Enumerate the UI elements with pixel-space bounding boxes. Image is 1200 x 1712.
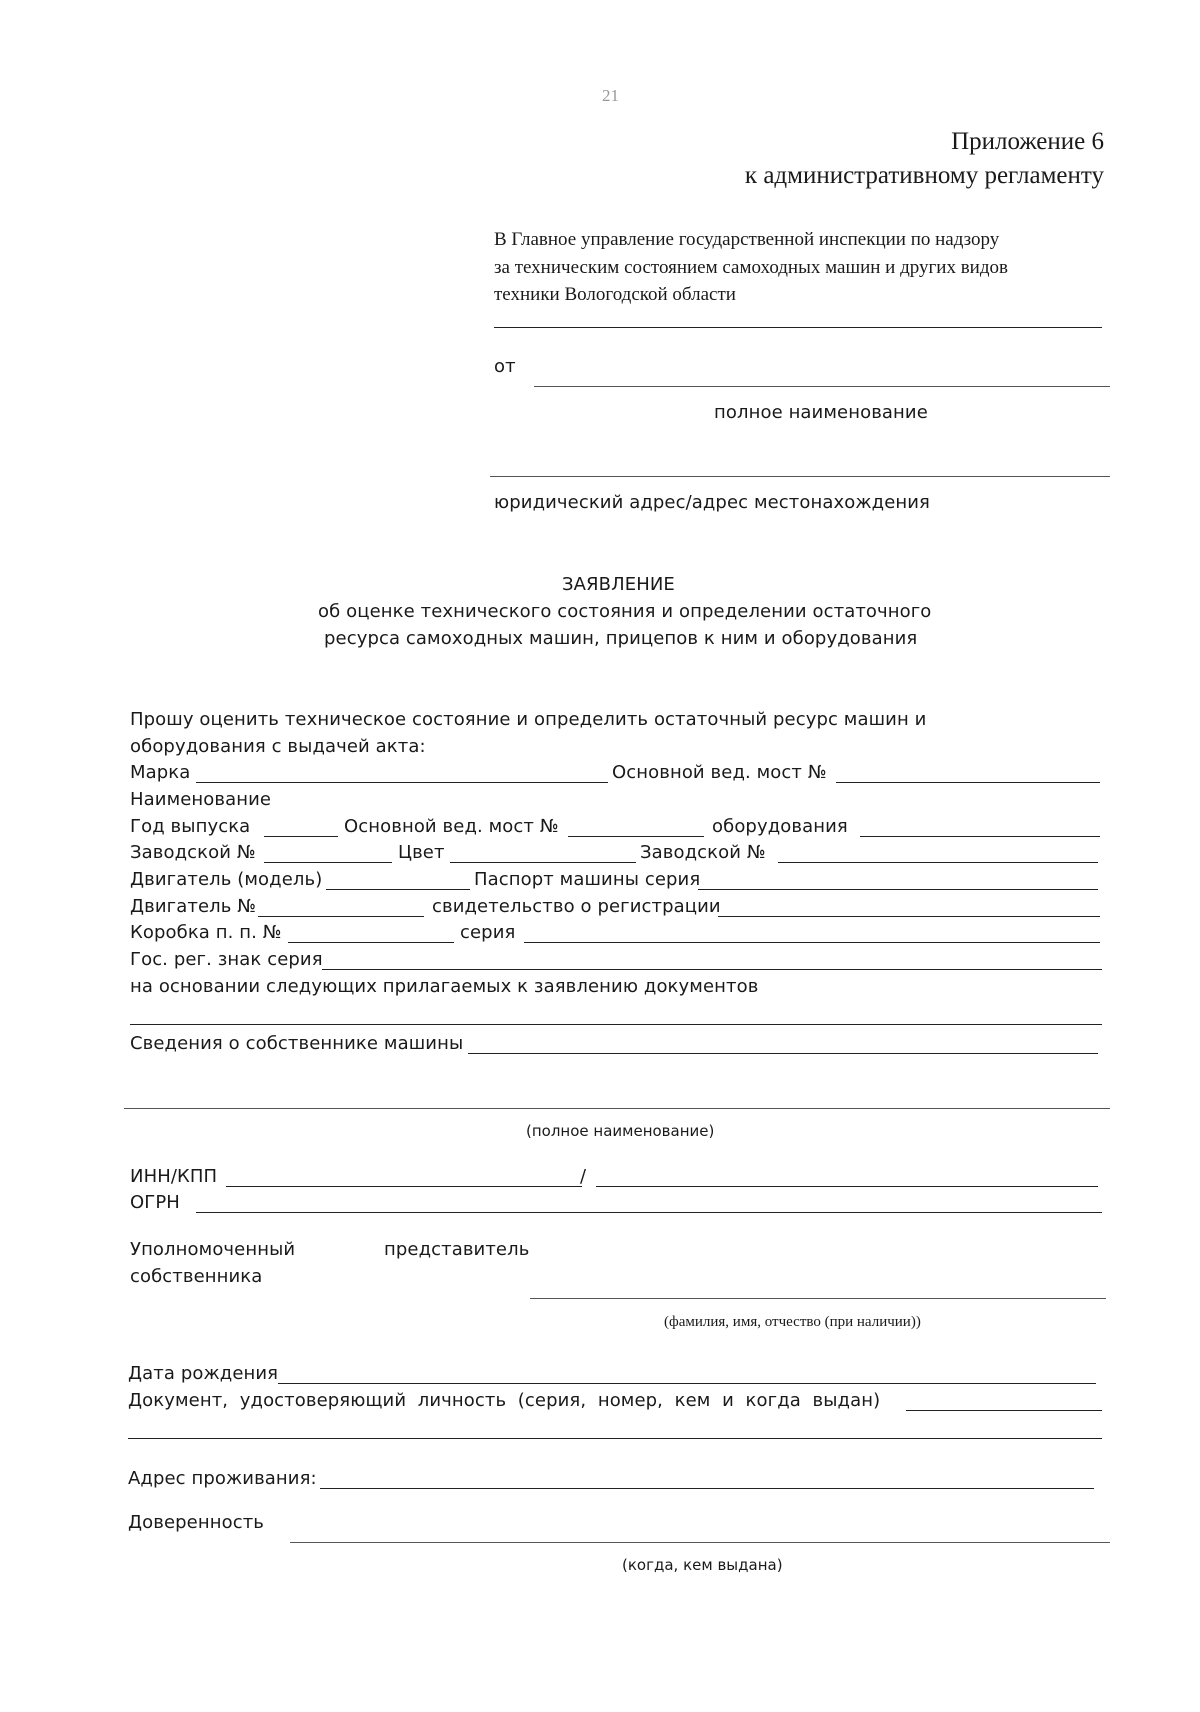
zavodskoy-right-label: Заводской № bbox=[640, 842, 766, 863]
addressee-line1: В Главное управление государственной инспекции по надзору bbox=[494, 229, 1000, 250]
main-axle-right-label: Основной вед. мост № bbox=[612, 762, 827, 783]
passport-series-field[interactable] bbox=[698, 889, 1098, 890]
power-of-attorney-field[interactable] bbox=[290, 1542, 1110, 1543]
zavodskoy-right-field[interactable] bbox=[778, 862, 1098, 863]
marka-field[interactable] bbox=[196, 782, 608, 783]
from-label: от bbox=[494, 356, 516, 377]
owner-info-field[interactable] bbox=[468, 1053, 1098, 1054]
addressee-line3: техники Вологодской области bbox=[494, 284, 736, 305]
representative-word1: Уполномоченный bbox=[130, 1239, 296, 1260]
identity-doc-label: Документ, удостоверяющий личность (серия, номер, кем и когда выдан) bbox=[128, 1390, 881, 1411]
statement-title: ЗАЯВЛЕНИЕ bbox=[562, 574, 675, 595]
inn-kpp-slash: / bbox=[580, 1166, 587, 1187]
inn-field[interactable] bbox=[226, 1186, 582, 1187]
birth-date-label: Дата рождения bbox=[128, 1363, 279, 1384]
oborudovaniya-field[interactable] bbox=[860, 836, 1100, 837]
intro-line1: Прошу оценить техническое состояние и определить остаточный ресурс машин и bbox=[130, 709, 927, 730]
legal-address-caption: юридический адрес/адрес местонахождения bbox=[494, 492, 930, 513]
oborudovaniya-label: оборудования bbox=[712, 816, 848, 837]
marka-label: Марка bbox=[130, 762, 191, 783]
tsvet-field[interactable] bbox=[450, 862, 636, 863]
statement-subtitle2: ресурса самоходных машин, прицепов к ним и оборудования bbox=[324, 628, 918, 649]
god-vypuska-label: Год выпуска bbox=[130, 816, 251, 837]
appendix-line1: Приложение 6 bbox=[951, 128, 1104, 155]
dvigatel-model-label: Двигатель (модель) bbox=[130, 869, 323, 890]
representative-name-line[interactable] bbox=[530, 1298, 1106, 1299]
ogrn-field[interactable] bbox=[196, 1212, 1102, 1213]
seriya-label: серия bbox=[460, 922, 516, 943]
main-axle-mid-label: Основной вед. мост № bbox=[344, 816, 559, 837]
appendix-line2: к административному регламенту bbox=[744, 162, 1104, 189]
gos-reg-label: Гос. рег. знак серия bbox=[130, 949, 323, 970]
tsvet-label: Цвет bbox=[398, 842, 445, 863]
owner-full-name-caption: (полное наименование) bbox=[526, 1122, 715, 1140]
birth-date-field[interactable] bbox=[278, 1383, 1096, 1384]
documents-basis-field[interactable] bbox=[130, 1024, 1102, 1025]
svidetelstvo-label: свидетельство о регистрации bbox=[432, 896, 721, 917]
fio-caption: (фамилия, имя, отчество (при наличии)) bbox=[664, 1314, 921, 1330]
intro-line2: оборудования с выдачей акта: bbox=[130, 736, 426, 757]
dvigatel-no-label: Двигатель № bbox=[130, 896, 257, 917]
legal-address-line[interactable] bbox=[490, 476, 1110, 477]
owner-info-label: Сведения о собственнике машины bbox=[130, 1033, 464, 1054]
main-axle-right-field[interactable] bbox=[836, 782, 1100, 783]
poa-caption: (когда, кем выдана) bbox=[622, 1556, 783, 1574]
identity-doc-field-2[interactable] bbox=[128, 1438, 1102, 1439]
dvigatel-model-field[interactable] bbox=[326, 889, 470, 890]
main-axle-mid-field[interactable] bbox=[568, 836, 704, 837]
gos-reg-field[interactable] bbox=[322, 969, 1102, 970]
representative-word3: собственника bbox=[130, 1266, 263, 1287]
representative-word2: представитель bbox=[384, 1239, 530, 1260]
seriya-field[interactable] bbox=[524, 942, 1100, 943]
ogrn-label: ОГРН bbox=[130, 1192, 180, 1213]
residence-address-label: Адрес проживания: bbox=[128, 1468, 317, 1489]
korobka-label: Коробка п. п. № bbox=[130, 922, 282, 943]
owner-name-line[interactable] bbox=[124, 1108, 1110, 1109]
addressee-underline[interactable] bbox=[494, 327, 1102, 328]
addressee-line2: за техническим состоянием самоходных машин и других видов bbox=[494, 257, 1008, 278]
statement-subtitle1: об оценке технического состояния и определении остаточного bbox=[318, 601, 932, 622]
naimenovanie-label: Наименование bbox=[130, 789, 272, 810]
god-vypuska-field[interactable] bbox=[264, 836, 338, 837]
svidetelstvo-field[interactable] bbox=[718, 916, 1100, 917]
zavodskoy-left-label: Заводской № bbox=[130, 842, 256, 863]
dvigatel-no-field[interactable] bbox=[258, 916, 424, 917]
from-name-line[interactable] bbox=[534, 386, 1110, 387]
full-name-caption: полное наименование bbox=[714, 402, 928, 423]
korobka-field[interactable] bbox=[288, 942, 454, 943]
residence-address-field[interactable] bbox=[320, 1488, 1094, 1489]
passport-series-label: Паспорт машины серия bbox=[474, 869, 701, 890]
kpp-field[interactable] bbox=[596, 1186, 1098, 1187]
power-of-attorney-label: Доверенность bbox=[128, 1512, 264, 1533]
documents-basis-label: на основании следующих прилагаемых к заявлению документов bbox=[130, 976, 759, 997]
page-number: 21 bbox=[602, 86, 619, 105]
zavodskoy-left-field[interactable] bbox=[264, 862, 392, 863]
identity-doc-field[interactable] bbox=[906, 1410, 1102, 1411]
inn-kpp-label: ИНН/КПП bbox=[130, 1166, 218, 1187]
